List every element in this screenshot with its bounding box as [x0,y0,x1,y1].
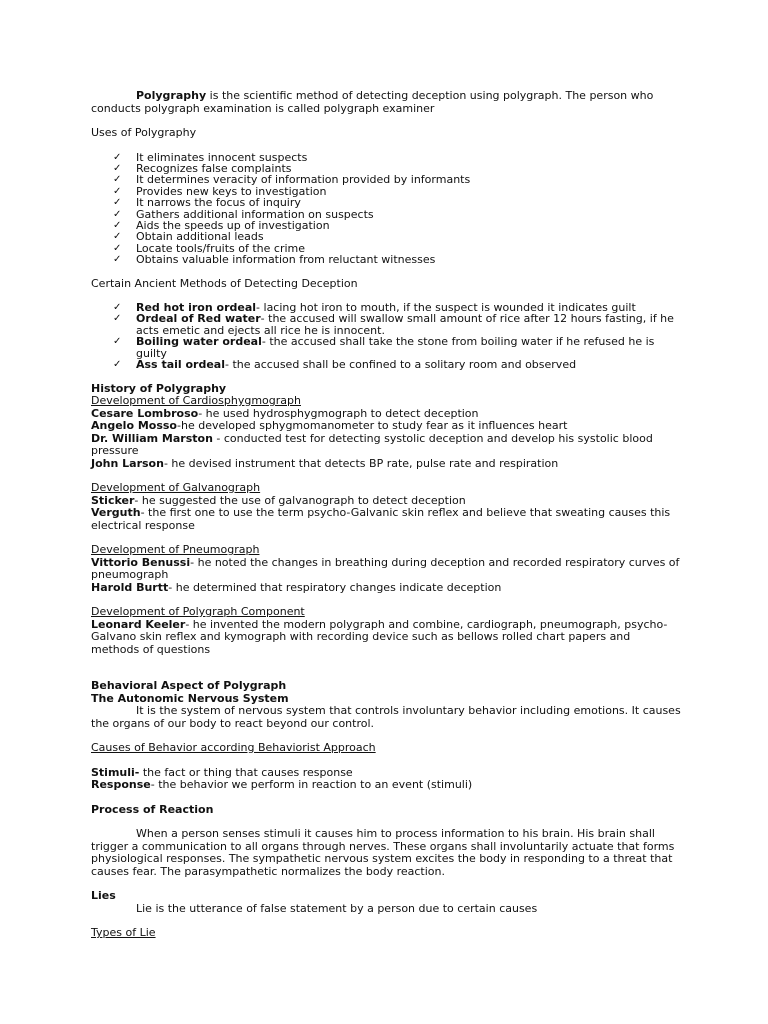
check-icon: ✓ [113,336,122,348]
pneumo-subheading: Development of Pneumograph [91,543,260,556]
history-entry: Vittorio Benussi- he noted the changes in breathing during deception and recorded respiratory curves of pneumograph [91,555,680,581]
check-icon: ✓ [113,302,122,314]
history-entry: Sticker- he suggested the use of galvanograph to detect deception [91,493,466,507]
history-entry: Cesare Lombroso- he used hydrosphygmograph to detect deception [91,406,479,420]
history-entry: Leonard Keeler- he invented the modern polygraph and combine, cardiograph, pneumograph, psycho-Galvano skin reflex and kymograph with recording device such as bellows rolled chart papers and methods of questions [91,617,668,656]
ans-subheading: The Autonomic Nervous System [91,691,289,705]
list-item: ✓ Provides new keys to investigation [113,184,327,198]
ans-paragraph: It is the system of nervous system that controls involuntary behavior including emotions. It causes the organs of our body to react beyond our control. [91,704,681,730]
reaction-paragraph: When a person senses stimuli it causes him to process information to his brain. His brain shall trigger a communication to all organs through nerves. These organs shall involuntarily actuate that forms physiological responses. The sympathetic nervous system excites the body in responding to a threat that causes fear. The parasympathetic normalizes the body reaction. [91,827,675,878]
check-icon: ✓ [113,313,122,325]
intro-term: Polygraphy [136,89,207,102]
check-icon: ✓ [113,208,122,220]
history-entry: Dr. William Marston - conducted test for detecting systolic deception and develop his systolic blood pressure [91,431,653,457]
history-entry: Verguth- the first one to use the term psycho-Galvanic skin reflex and believe that sweating causes this electrical response [91,506,671,532]
cardio-subheading: Development of Cardiosphygmograph [91,394,301,407]
list-item: ✓ Recognizes false complaints [113,161,292,175]
causes-heading: Causes of Behavior according Behaviorist Approach [91,741,376,754]
history-entry: John Larson- he devised instrument that detects BP rate, pulse rate and respiration [91,456,559,470]
list-item: ✓ It determines veracity of information provided by informants [113,173,471,187]
list-item: ✓ Ass tail ordeal- the accused shall be confined to a solitary room and observed [113,358,577,372]
history-entry: Angelo Mosso-he developed sphygmomanometer to study fear as it influences heart [91,419,568,432]
check-icon: ✓ [113,174,122,186]
list-item: ✓ Aids the speeds up of investigation [113,218,330,232]
intro-paragraph [91,90,681,115]
document-page [91,90,681,940]
causes-entry: Response- the behavior we perform in reaction to an event (stimuli) [91,778,473,791]
ancient-heading: Certain Ancient Methods of Detecting Deception [91,276,358,290]
galvano-subheading: Development of Galvanograph [91,481,261,494]
component-subheading: Development of Polygraph Component [91,605,305,618]
lies-heading: Lies [91,889,116,902]
ancient-list [91,302,681,370]
list-item: ✓ Red hot iron ordeal- lacing hot iron to mouth, if the suspect is wounded it indicates guilt [113,301,636,315]
check-icon: ✓ [113,242,122,254]
list-item: ✓ It narrows the focus of inquiry [113,196,301,210]
reaction-heading: Process of Reaction [91,802,214,816]
causes-entry: Stimuli- the fact or thing that causes response [91,765,353,779]
check-icon: ✓ [113,219,122,231]
check-icon: ✓ [113,254,122,266]
list-item: ✓ It eliminates innocent suspects [113,150,308,164]
types-heading: Types of Lie [91,926,156,939]
intro-text: is the scientific method of detecting deception using polygraph. The person who conducts polygraph examination is called polygraph examiner [91,89,654,115]
list-item: ✓ Locate tools/fruits of the crime [113,241,306,255]
check-icon: ✓ [113,197,122,209]
history-entry: Harold Burtt- he determined that respiratory changes indicate deception [91,580,502,594]
uses-heading: Uses of Polygraphy [91,126,197,139]
uses-list [91,152,681,266]
list-item: ✓ Ordeal of Red water- the accused will swallow small amount of rice after 12 hours fasting, if he acts emetic and ejects all rice he is innocent. [113,312,674,337]
check-icon: ✓ [113,151,122,163]
check-icon: ✓ [113,162,122,174]
check-icon: ✓ [113,359,122,371]
lies-paragraph: Lie is the utterance of false statement by a person due to certain causes [136,901,538,915]
list-item: ✓ Obtain additional leads [113,230,264,244]
history-heading: History of Polygraphy [91,381,227,395]
behavioral-heading: Behavioral Aspect of Polygraph [91,679,287,692]
check-icon: ✓ [113,185,122,197]
check-icon: ✓ [113,231,122,243]
list-item: ✓ Boiling water ordeal- the accused shall take the stone from boiling water if he refused he is guilty [113,335,655,360]
list-item: ✓ Gathers additional information on suspects [113,207,374,221]
list-item: ✓ Obtains valuable information from reluctant witnesses [113,253,436,267]
